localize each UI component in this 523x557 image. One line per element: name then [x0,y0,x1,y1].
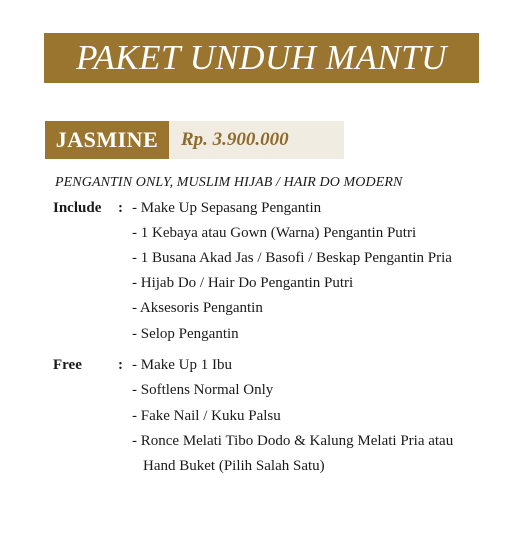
include-label: Include [53,200,102,216]
list-item: Hand Buket (Pilih Salah Satu) [143,458,325,474]
list-item: - Fake Nail / Kuku Palsu [132,408,281,424]
package-subtitle: PENGANTIN ONLY, MUSLIM HIJAB / HAIR DO MODERN [55,175,403,190]
title-banner [44,33,479,83]
list-item: - Aksesoris Pengantin [132,300,263,316]
list-item: - Make Up Sepasang Pengantin [132,200,322,216]
list-item: - Selop Pengantin [132,326,239,342]
include-colon: : [118,200,123,216]
list-item: - 1 Busana Akad Jas / Basofi / Beskap Pengantin Pria [132,250,452,266]
list-item: - Softlens Normal Only [132,382,274,398]
free-colon: : [118,357,123,373]
page-title: PAKET UNDUH MANTU [76,38,447,77]
free-label: Free [53,357,82,373]
package-price: Rp. 3.900.000 [169,121,344,159]
package-header [45,121,344,159]
list-item: - Hijab Do / Hair Do Pengantin Putri [132,275,354,291]
package-name: JASMINE [45,121,169,159]
list-item: - 1 Kebaya atau Gown (Warna) Pengantin Putri [132,225,417,241]
list-item: - Make Up 1 Ibu [132,357,232,373]
list-item: - Ronce Melati Tibo Dodo & Kalung Melati Pria atau [132,433,454,449]
